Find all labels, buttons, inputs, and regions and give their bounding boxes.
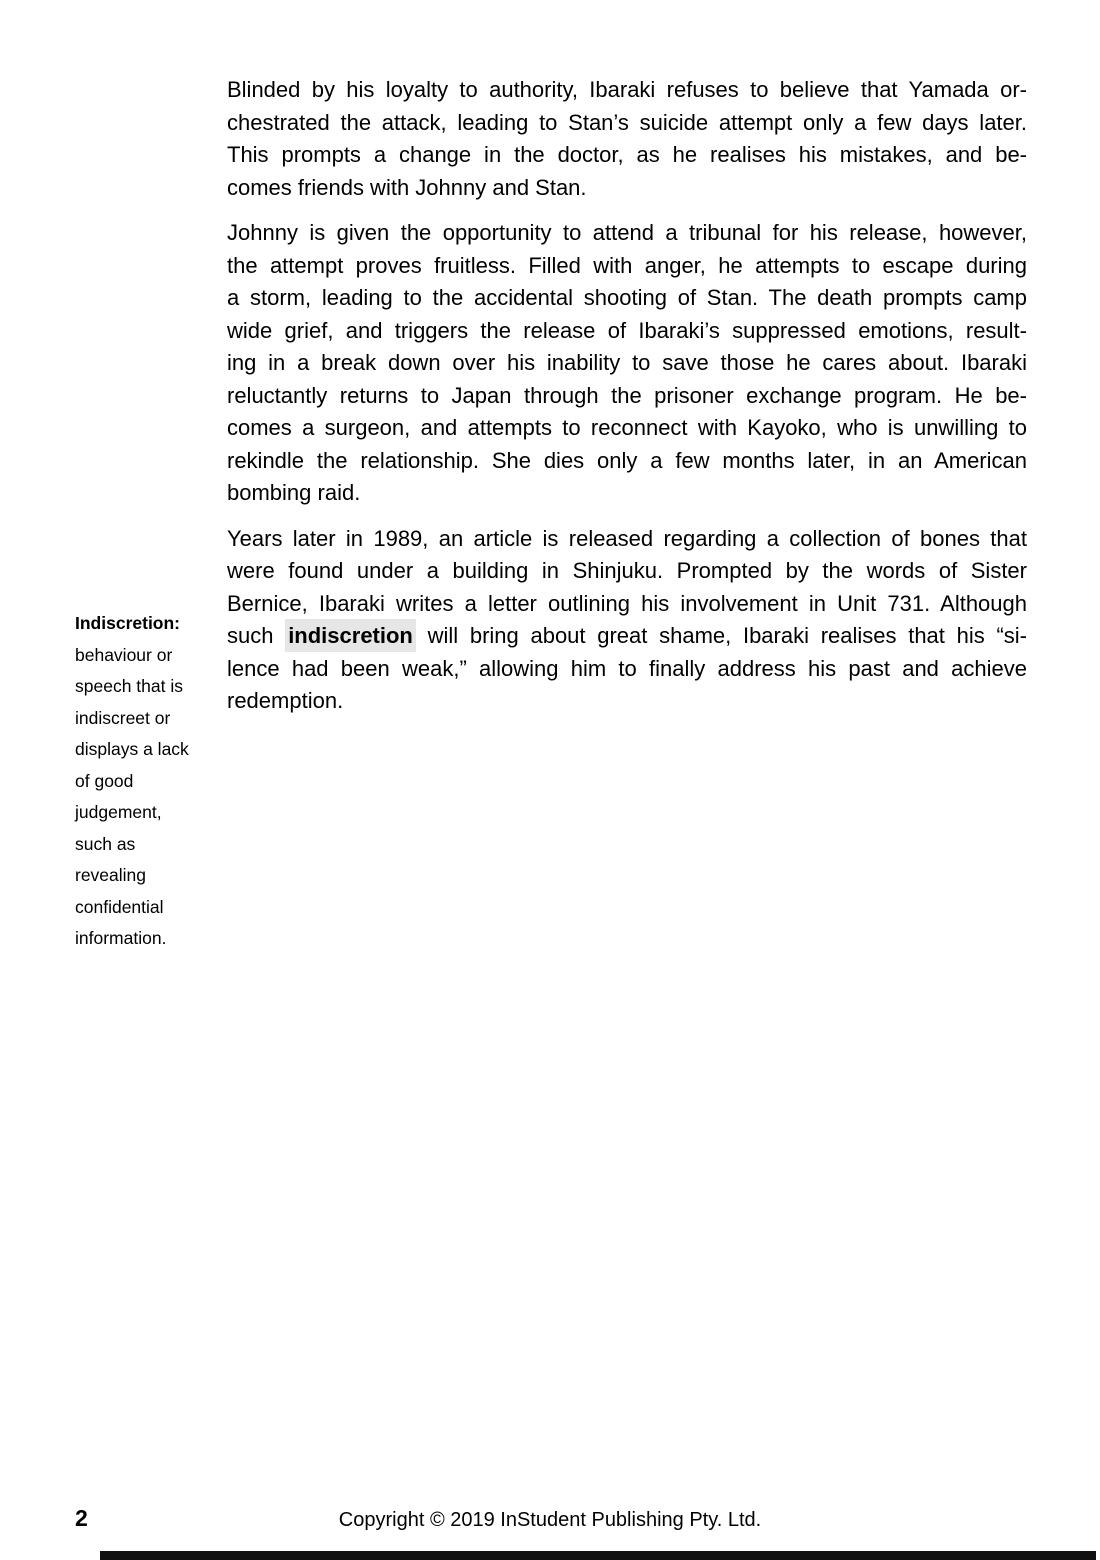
text-line: the attempt proves fruitless. Filled with anger, he attempts to escape during: [227, 252, 1027, 278]
text-line: Years later in 1989, an article is released regarding a collection of bones that: [227, 525, 1027, 551]
margin-note-line: speech that is: [75, 676, 183, 696]
bottom-bar: [100, 1551, 1096, 1560]
text-line: redemption.: [227, 688, 344, 713]
paragraph: [227, 217, 1027, 510]
highlighted-term: indiscretion: [285, 619, 416, 652]
margin-note-line: such as: [75, 833, 136, 854]
margin-note-line: behaviour or: [75, 644, 173, 665]
margin-note: [75, 608, 225, 955]
margin-note-line: of good: [75, 770, 134, 791]
text-line: lence had been weak,” allowing him to finally address his past and achieve: [227, 655, 1027, 681]
margin-note-line: displays a lack: [75, 739, 189, 759]
margin-note-term: Indiscretion:: [75, 613, 181, 633]
text-line: comes friends with Johnny and Stan.: [227, 174, 587, 200]
text-line: ing in a break down over his inability to save those he cares about. Ibaraki: [227, 350, 1027, 375]
text-line: rekindle the relationship. She dies only a few months later, in an American: [227, 447, 1027, 473]
text-line: comes a surgeon, and attempts to reconnect with Kayoko, who is unwilling to: [227, 415, 1027, 440]
text-line: Blinded by his loyalty to authority, Ibaraki refuses to believe that Yamada or-: [227, 77, 1027, 102]
text-line: were found under a building in Shinjuku. Prompted by the words of Sister: [227, 558, 1027, 583]
paragraph: [227, 523, 1027, 718]
text-line: bombing raid.: [227, 480, 361, 505]
page-number: 2: [75, 1505, 88, 1531]
text-line: Bernice, Ibaraki writes a letter outlining his involvement in Unit 731. Although: [227, 590, 1027, 616]
text-line: This prompts a change in the doctor, as he realises his mistakes, and be-: [227, 142, 1027, 167]
text-line: Johnny is given the opportunity to attend a tribunal for his release, however,: [227, 220, 1027, 245]
text-line: wide grief, and triggers the release of Ibaraki’s suppressed emotions, result-: [227, 317, 1027, 343]
text-line: reluctantly returns to Japan through the prisoner exchange program. He be-: [227, 382, 1027, 408]
margin-note-line: indiscreet or: [75, 707, 171, 728]
margin-note-definition: [75, 640, 225, 955]
margin-note-line: revealing: [75, 865, 147, 885]
copyright-text: Copyright © 2019 InStudent Publishing Pty. Ltd.: [338, 1509, 762, 1531]
text-line: such indiscretion will bring about great shame, Ibaraki realises that his “si-: [227, 620, 1027, 653]
margin-note-line: judgement,: [75, 802, 162, 822]
body-paragraphs: [227, 74, 1027, 731]
margin-note-line: information.: [75, 928, 167, 948]
text-line: a storm, leading to the accidental shooting of Stan. The death prompts camp: [227, 285, 1027, 310]
margin-note-line: confidential: [75, 896, 164, 917]
paragraph: [227, 74, 1027, 204]
text-line: chestrated the attack, leading to Stan’s suicide attempt only a few days later.: [227, 109, 1027, 135]
